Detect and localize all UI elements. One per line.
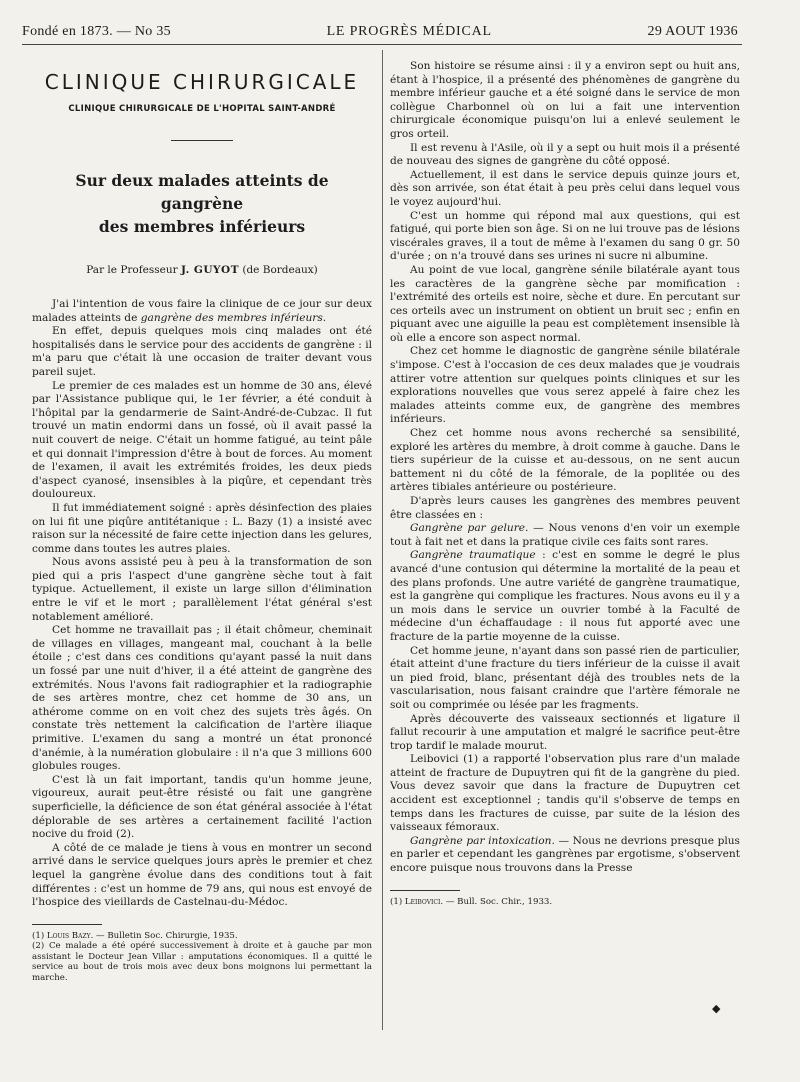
paragraph [32, 774, 372, 842]
column-divider [382, 50, 383, 1030]
end-ornament: ◆ [712, 1002, 721, 1015]
footnote-sc: Louis Bazy. [46, 930, 94, 941]
paragraph-post: : c'est en somme le degré le plus avancé d'une contusion qui détermine la mortalité de la peau et des plans profonds. Une autre variété de gangrène traumatique, est la gangrène qui complique les fractures. Nous avons eu il y a un mois dans le service un ouvrier tombé à la Faculté de médecine d'un échaffaudage : il nous fut apporté avec une fracture de la partie moyenne de la cuisse. [390, 549, 740, 643]
article-title-line1: Sur deux malades atteints de gangrène [75, 171, 329, 213]
footnote-text: — Bull. Soc. Chir., 1933. [443, 896, 553, 907]
paragraph-pre: C'est là un fait important, tandis qu'un homme jeune, vigoureux, aurait peut-être résisté ou fait une gangrène superficielle, la déficience de son état général associée à l'état déplorable de ses artères a certainement facilité l'action nocive du froid (2). [32, 773, 372, 841]
paragraph-pre: Nous avons assisté peu à peu à la transformation de son pied qui a pris l'aspect d'une gangrène sèche tout à fait typique. Actuellement, il existe un large sillon d'élimination entre le vif et le mort ; parallèlement l'état général s'est notablement amélioré. [32, 556, 372, 623]
section-title: CLINIQUE CHIRURGICALE [44, 70, 360, 94]
paragraph [390, 835, 740, 876]
paragraph-pre: En effet, depuis quelques mois cinq malades ont été hospitalisés dans le service pour des accidents de gangrène : il m'a paru que c'était là une occasion de traiter devant vous pareil sujet. [32, 325, 372, 378]
byline [32, 264, 372, 276]
section-rule [171, 140, 233, 141]
footnote [32, 941, 372, 983]
issue-date: 29 AOUT 1936 [647, 24, 738, 39]
paragraph [32, 298, 372, 325]
article-title-line2: des membres inférieurs [98, 217, 306, 236]
paragraph-pre: Cet homme jeune, n'ayant dans son passé rien de particulier, était atteint d'une fracture du tiers inférieur de la cuisse il avait un pied froid, blanc, présentant déjà des troubles nets de la vascularisation, nous faisant craindre que l'artère fémorale ne soit ou comprimée ou lésée par les fragments. [390, 644, 740, 711]
running-head [22, 22, 738, 42]
paragraph-pre: Au point de vue local, gangrène sénile bilatérale ayant tous les caractères de la gangrène sèche par momification : l'extrémité des orteils est noire, sèche et dure. En percutant sur ces orteils avec un instrument on obtient un bruit sec ; enfin en piquant avec une aiguille la peau est complètement insensible là où elle a encore son aspect normal. [390, 263, 740, 344]
author-affiliation: (de Bordeaux) [242, 264, 318, 276]
paragraph [32, 842, 372, 910]
paragraph [390, 427, 740, 495]
paragraph-pre: Actuellement, il est dans le service depuis quinze jours et, dès son arrivée, son état était à peu près celui dans lequel vous le voyez aujourd'hui. [390, 168, 740, 208]
paragraph [32, 380, 372, 502]
paragraph-post: — Nous ne devrions presque plus en parler et cependant les gangrènes par ergotisme, s'observent encore puisque nous trouvons dans la Presse [390, 834, 740, 875]
paragraph-pre: Il est revenu à l'Asile, où il y a sept ou huit mois il a présenté de nouveau des signes de gangrène du côté opposé. [390, 141, 740, 168]
right-column [390, 60, 740, 907]
paragraph [32, 325, 372, 379]
paragraph-pre: Le premier de ces malades est un homme de 30 ans, élevé par l'Assistance publique qui, le 1er février, a été conduit à l'hôpital par la gendarmerie de Saint-André-de-Cubzac. Il fut trouvé un matin endormi dans un fossé, où il avait passé la nuit couvert de neige. C'était un homme fatigué, au teint pâle et qui donnait l'impression d'être à bout de forces. Au moment de l'examen, il avait les extrémités froides, les deux pieds d'aspect cyanosé, insensibles à la piqûre, et cependant très douloureux. [32, 379, 372, 501]
paragraph [390, 60, 740, 142]
byline-prefix: Par le Professeur [86, 264, 178, 276]
paragraph [32, 624, 372, 774]
paragraph-pre: Il fut immédiatement soigné : après désinfection des plaies on lui fit une piqûre antitétanique : L. Bazy (1) a insisté avec raison sur la nécessité de faire cette injection dans les gelures, comme dans toutes les autres plaies. [32, 501, 372, 555]
section-subtitle: CLINIQUE CHIRURGICALE DE L'HOPITAL SAINT-ANDRÉ [68, 104, 336, 114]
article-title [32, 169, 372, 238]
footnote-rule [32, 924, 102, 925]
paragraph [390, 645, 740, 713]
paragraph [32, 502, 372, 556]
footnote-text: Ce malade a été opéré successivement à droite et à gauche par mon assistant le Docteur Jean Villar : amputations économiques. Il a quitté le service au bout de trois mois avec deux bons moignons lui permettant la marche. [32, 941, 372, 983]
paragraph-pre: A côté de ce malade je tiens à vous en montrer un second arrivé dans le service quelques jours après le premier et chez lequel la gangrène évolue dans des conditions tout à fait différentes : c'est un homme de 79 ans, qui nous est envoyé de l'hospice des vieillards de Castelnau-du-Médoc. [32, 841, 372, 909]
paragraph-it: Gangrène traumatique [410, 549, 536, 562]
left-body [32, 298, 372, 910]
paragraph-pre: Son histoire se résume ainsi : il y a environ sept ou huit ans, étant à l'hospice, il a présenté des phénomènes de gangrène du membre inférieur gauche et a été soigné dans le service de mon collègue Charbonnel où on lui a fait une intervention chirurgicale économique puisqu'on lui a enlevé seulement le gros orteil. [390, 60, 740, 140]
footnote [32, 931, 372, 942]
paragraph [390, 210, 740, 264]
author-name: J. GUYOT [180, 264, 240, 276]
right-footnotes [390, 897, 740, 908]
paragraph [390, 753, 740, 835]
paragraph [390, 345, 740, 427]
footnote-text: — Bulletin Soc. Chirurgie, 1935. [93, 930, 238, 941]
header-founded: Fondé en 1873. — No 35 [22, 24, 171, 39]
paragraph-it: Gangrène par intoxication. [410, 834, 555, 847]
footnote-sc: Leibovici. [404, 896, 444, 907]
footnote-rule-right [390, 890, 460, 891]
paragraph-pre: Leibovici (1) a rapporté l'observation plus rare d'un malade atteint de fracture de Dupuytren qui fit de la gangrène du pied. Vous devez savoir que dans la fracture de Dupuytren cet accident est exceptionnel ; tandis qu'il s'observe de temps en temps dans les fractures de cuisse, par suite de la lésion des vaisseaux fémoraux. [390, 753, 740, 834]
footnote-lead: (1) [390, 896, 405, 907]
paragraph-pre: C'est un homme qui répond mal aux questions, qui est fatigué, qui porte bien son âge. Si on ne lui trouve pas de lésions viscérales graves, il a tout de même à l'examen du sang 0 gr. 50 d'urée ; on n'a trouvé dans ses urines ni sucre ni albumine. [390, 209, 740, 263]
left-column [32, 60, 372, 983]
left-footnotes [32, 931, 372, 984]
paragraph [32, 556, 372, 624]
paragraph-pre: D'après leurs causes les gangrènes des membres peuvent être classées en : [390, 495, 740, 521]
footnote [390, 897, 740, 908]
paragraph [390, 549, 740, 644]
paragraph [390, 495, 740, 522]
paragraph-pre: Chez cet homme le diagnostic de gangrène sénile bilatérale s'impose. C'est à l'occasion de ces deux malades que je voudrais attirer votre attention sur quelques points cliniques et sur les explorations nouvelles que vous serez appelé à faire chez les malades atteints comme eux, de gangrène des membres inférieurs. [390, 345, 740, 426]
paragraph-pre: J'ai l'intention de vous faire la clinique de ce jour sur deux malades atteints de [32, 298, 372, 324]
footnote-lead: (2) [32, 941, 49, 952]
footnote-lead: (1) [32, 930, 47, 941]
header-rule [22, 44, 742, 45]
journal-title: LE PROGRÈS MÉDICAL [326, 24, 492, 39]
paragraph [390, 142, 740, 169]
paragraph-it: gangrène des membres inférieurs. [140, 311, 327, 324]
paragraph-pre: Après découverte des vaisseaux sectionnés et ligature il fallut recourir à une amputation et malgré le sacrifice peut-être trop tardif le malade mourut. [390, 712, 740, 752]
paragraph-pre: Cet homme ne travaillait pas ; il était chômeur, cheminait de villages en villages, mangeant mal, couchant à la belle étoile ; c'est dans ces conditions qu'ayant passé la nuit dans un fossé par une nuit d'hiver, il a été atteint de gangrène des extrémités. Nous l'avons fait radiographier et la radiographie de ses artères montre, chez cet homme de 30 ans, un athérome comme on en voit chez des sujets très âgés. On constate très nettement la calcification de l'artère iliaque primitive. L'examen du sang a montré un état prononcé d'anémie, à la numération globulaire : il n'a que 3 millions 600 globules rouges. [32, 624, 372, 773]
paragraph [390, 264, 740, 346]
right-body [390, 60, 740, 876]
paragraph-pre: Chez cet homme nous avons recherché sa sensibilité, exploré les artères du membre, à droit comme à gauche. Dans le tiers supérieur de la cuisse et au-dessous, on ne sent aucun battement ni du côté de la fémorale, de la poplitée ou des artères tibiales antérieure ou postérieure. [390, 427, 740, 494]
paragraph-post: — Nous venons d'en voir un exemple tout à fait net et dans la pratique civile ces faits sont rares. [390, 522, 740, 548]
paragraph [390, 713, 740, 754]
paragraph-it: Gangrène par gelure. [410, 522, 529, 535]
paragraph [390, 522, 740, 549]
paragraph [390, 169, 740, 210]
